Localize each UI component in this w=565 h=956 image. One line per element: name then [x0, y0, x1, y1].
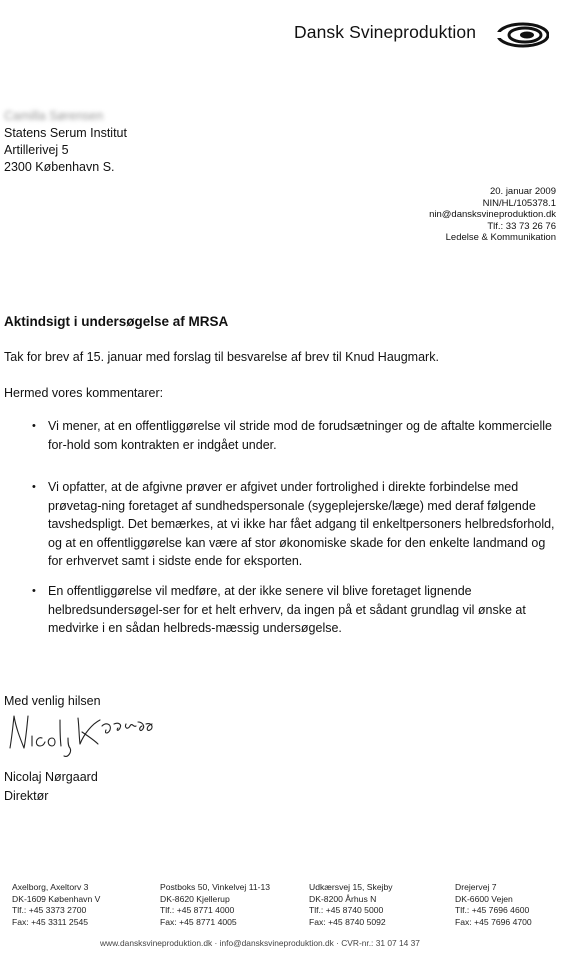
lead-paragraph: Hermed vores kommentarer: [4, 386, 164, 400]
footer-line: Axelborg, Axeltorv 3 [12, 882, 89, 892]
bullet-marker: • [32, 481, 36, 493]
footer-line: Tlf.: +45 3373 2700 [12, 905, 87, 916]
company-name: Dansk Svineproduktion [294, 22, 477, 42]
footer-address-column [12, 882, 100, 928]
sender-phone: Tlf.: 33 73 26 76 [487, 220, 556, 232]
footer-contact-line: www.dansksvineproduktion.dk · info@dansksvineproduktion.dk · CVR-nr.: 31 07 14 37 [100, 938, 420, 948]
signatory-title: Direktør [4, 788, 49, 803]
recipient-address [4, 108, 127, 176]
footer-line: DK-1609 København V [12, 893, 101, 904]
footer-line: Postboks 50, Vinkelvej 11-13 [160, 882, 271, 892]
footer-line: Tlf.: +45 8771 4000 [160, 905, 235, 916]
footer-line: Fax: +45 8740 5092 [309, 916, 386, 927]
signatory [4, 768, 98, 805]
footer-line: Tlf.: +45 7696 4600 [455, 905, 530, 916]
handwritten-signature [6, 708, 156, 769]
footer-line: Udkærsvej 15, Skejby [309, 882, 393, 892]
bullet-marker: • [32, 420, 36, 432]
recipient-line: 2300 København S. [4, 160, 115, 174]
bullet-marker: • [32, 585, 36, 597]
bullet-item: Vi opfatter, at de afgivne prøver er afgivet under fortrolighed i direkte forbindelse med prøvetag-ning foretaget af sundhedspersonale (sygeplejerske/læge) med deraf følgende tavshedspligt. Det bemærkes, at vi ikke har fået adgang til enkeltpersoners helbredsforhold, og at en offentliggørelse kan være af stor økonomiske skade for den enkelte landmand og for erhvervet samt i sidste ende for eksporten. [48, 480, 555, 568]
bullet-item: En offentliggørelse vil medføre, at der ikke senere vil blive foretaget lignende helbredsundersøgel-ser for et helt erhverv, da ingen på et sådant grundlag vil ønske at medvirke i en sådan helbreds-mæssig undersøgelse. [48, 584, 526, 635]
footer-line: Fax: +45 8771 4005 [160, 916, 237, 927]
footer-line: Tlf.: +45 8740 5000 [309, 905, 384, 916]
footer-line: Drejervej 7 [455, 882, 497, 892]
footer-line: DK-8200 Århus N [309, 893, 377, 904]
recipient-line: Statens Serum Institut [4, 126, 127, 140]
sender-department: Ledelse & Kommunikation [445, 232, 556, 244]
footer-address-column [455, 882, 532, 928]
footer-line: DK-8620 Kjellerup [160, 893, 230, 904]
recipient-line: Artillerivej 5 [4, 143, 69, 157]
footer-line: DK-6600 Vejen [455, 893, 513, 904]
footer-line: Fax: +45 7696 4700 [455, 916, 532, 927]
footer-line: Fax: +45 3311 2545 [12, 916, 89, 927]
letter-date: 20. januar 2009 [489, 186, 556, 197]
sender-email: nin@dansksvineproduktion.dk [429, 209, 556, 221]
letter-meta [429, 186, 556, 244]
intro-paragraph: Tak for brev af 15. januar med forslag til besvarelse af brev til Knud Haugmark. [4, 350, 439, 364]
recipient-name: Camilla Sørensen [4, 109, 104, 123]
letter-reference: NIN/HL/105378.1 [482, 197, 556, 209]
swirl-logo-icon [493, 22, 549, 53]
signatory-name: Nicolaj Nørgaard [4, 770, 98, 784]
closing-greeting: Med venlig hilsen [4, 694, 101, 708]
footer-address-column [309, 882, 393, 928]
footer-address-column [160, 882, 270, 928]
letter-subject: Aktindsigt i undersøgelse af MRSA [4, 314, 229, 329]
bullet-item: Vi mener, at en offentliggørelse vil stride mod de forudsætninger og de aftalte kommercielle for-hold som kontrakten er indgået under. [48, 419, 552, 452]
